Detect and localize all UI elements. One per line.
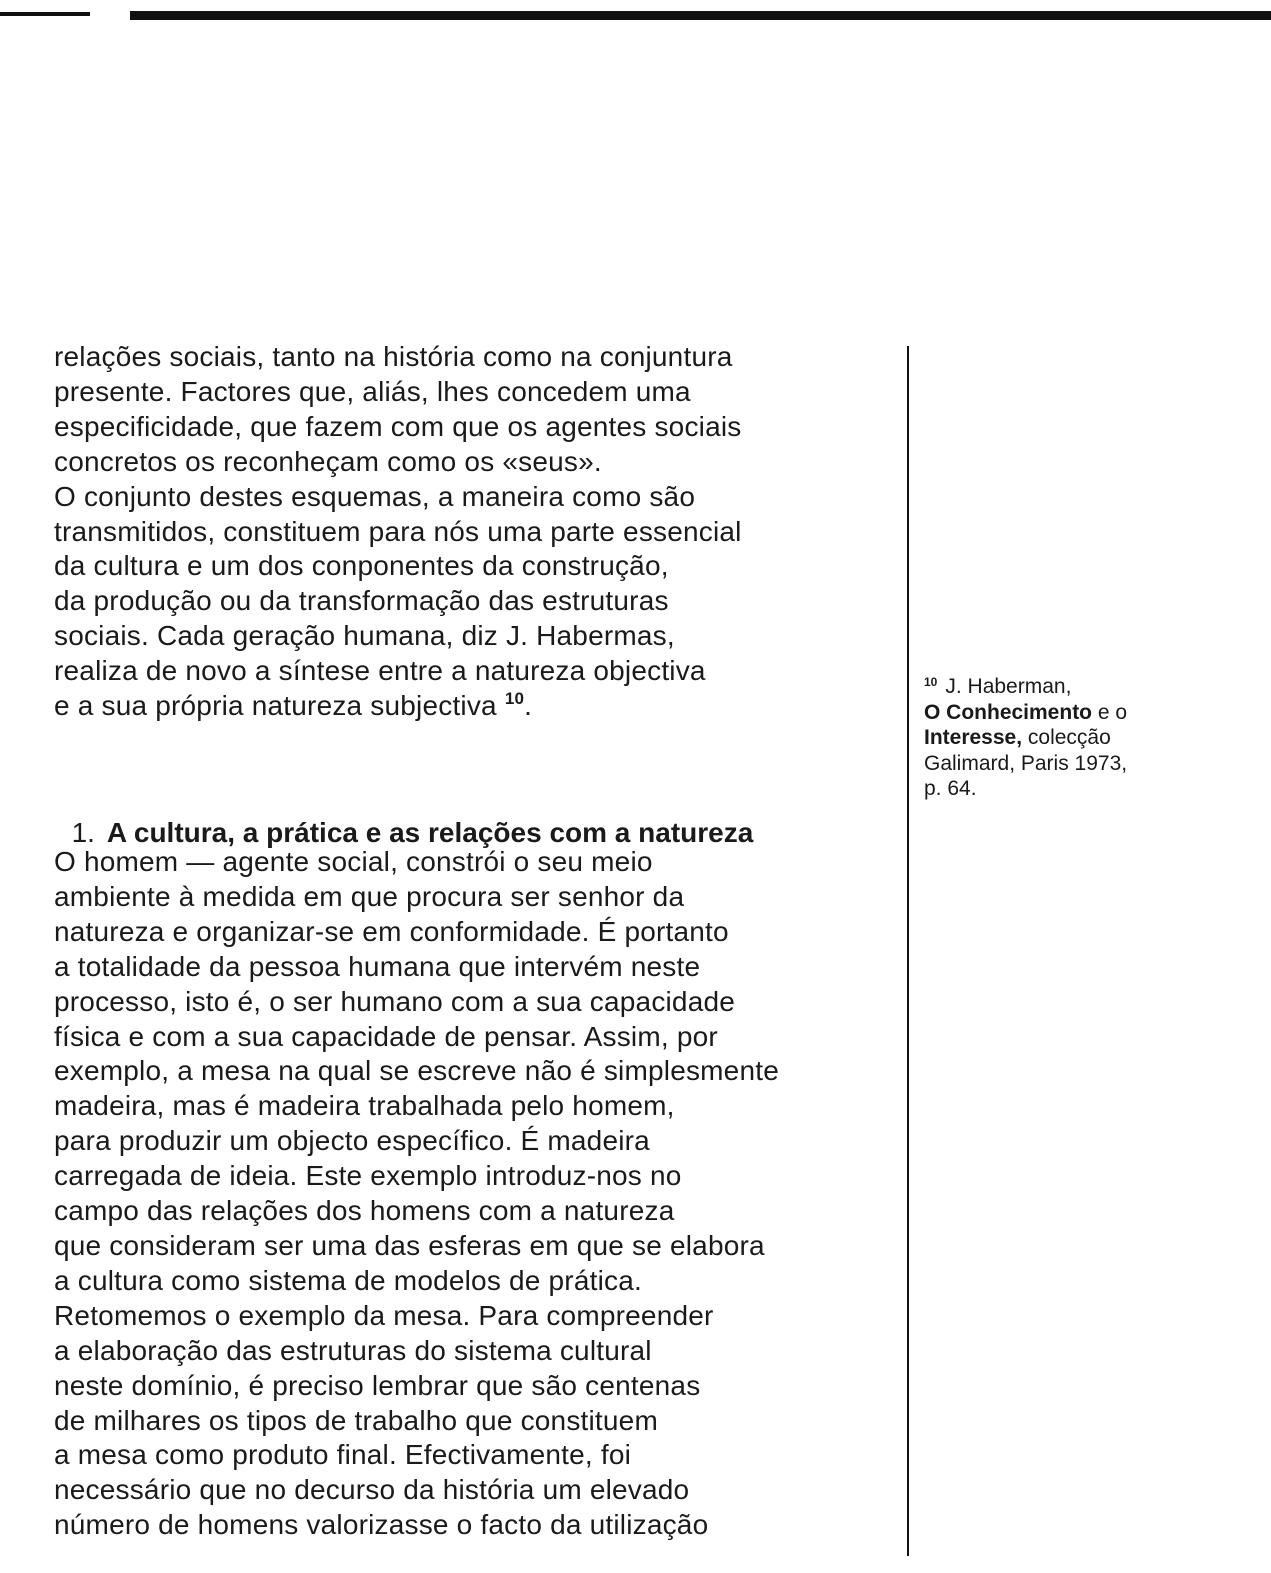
text-line: da cultura e um dos conponentes da construção, <box>54 550 669 582</box>
text-line: física e com a sua capacidade de pensar. Assim, por <box>54 1020 718 1052</box>
text-line: campo das relações dos homens com a natureza <box>54 1195 675 1227</box>
text-line: natureza e organizar-se em conformidade. É portanto <box>54 915 729 947</box>
section-title: A cultura, a prática e as relações com a natureza <box>106 817 754 848</box>
text-line: sociais. Cada geração humana, diz J. Habermas, <box>54 620 675 652</box>
text-line: necessário que no decurso da história um elevado <box>54 1474 690 1506</box>
text-line: a mesa como produto final. Efectivamente, foi <box>54 1439 632 1471</box>
top-rule-long <box>130 11 1271 20</box>
footnote-line <box>924 674 1264 700</box>
text-line: número de homens valorizasse o facto da utilização <box>54 1509 709 1541</box>
text-line: ambiente à medida em que procura ser senhor da <box>54 880 685 912</box>
sentence-end: . <box>524 690 533 722</box>
footnote-title: O Conhecimento <box>924 700 1093 724</box>
paragraph-1 <box>54 340 904 724</box>
text-line-with-footnote <box>54 689 904 724</box>
text-line: Retomemos o exemplo da mesa. Para compreender <box>54 1299 714 1331</box>
text-line: que consideram ser uma das esferas em que se elabora <box>54 1229 765 1261</box>
footnote-page: p. 64. <box>924 777 977 800</box>
text-line: madeira, mas é madeira trabalhada pelo homem, <box>54 1090 675 1122</box>
text-line: a elaboração das estruturas do sistema cultural <box>54 1334 652 1366</box>
footnote-collection: colecção <box>1027 726 1111 749</box>
text-line: presente. Factores que, aliás, lhes concedem uma <box>54 375 691 407</box>
text-line: a cultura como sistema de modelos de prática. <box>54 1264 642 1296</box>
margin-divider <box>907 346 909 1556</box>
text-line: de milhares os tipos de trabalho que constituem <box>54 1404 658 1436</box>
footnote <box>924 674 1264 802</box>
top-rule-short <box>0 12 90 16</box>
text-line: neste domínio, é preciso lembrar que são centenas <box>54 1369 701 1401</box>
text-line: processo, isto é, o ser humano com a sua capacidade <box>54 985 736 1017</box>
section-heading <box>56 782 753 850</box>
footnote-line <box>924 725 1264 751</box>
text-line: especificidade, que fazem com que os agentes sociais <box>54 410 742 442</box>
text-line: da produção ou da transformação das estruturas <box>54 585 669 617</box>
section-number: 1. <box>71 817 95 848</box>
text-line-content: e a sua própria natureza subjectiva <box>54 690 497 722</box>
text-line: para produzir um objecto específico. É madeira <box>54 1125 650 1157</box>
footnote-author: J. Haberman, <box>945 675 1072 698</box>
text-line: O homem — agente social, constrói o seu meio <box>54 846 653 877</box>
footnote-title-2: Interesse, <box>924 726 1023 749</box>
text-line: a totalidade da pessoa humana que intervém neste <box>54 950 701 982</box>
text-line: O conjunto destes esquemas, a maneira como são <box>54 480 696 512</box>
footnote-title-join: e o <box>1097 700 1128 724</box>
text-line: exemplo, a mesa na qual se escreve não é simplesmente <box>54 1055 779 1087</box>
text-line: transmitidos, constituem para nós uma parte essencial <box>54 515 742 547</box>
text-line: carregada de ideia. Este exemplo introduz-nos no <box>54 1160 682 1192</box>
footnote-publisher: Galimard, Paris 1973, <box>924 751 1128 775</box>
footnote-reference[interactable]: 10 <box>504 689 525 709</box>
text-line: relações sociais, tanto na história como na conjuntura <box>54 341 733 372</box>
footnote-line <box>924 700 1264 726</box>
text-line: realiza de novo a síntese entre a natureza objectiva <box>54 655 706 687</box>
footnote-marker: 10 <box>924 675 938 689</box>
text-line: concretos os reconheçam como os «seus». <box>54 445 602 477</box>
paragraph-2 <box>54 845 904 1543</box>
